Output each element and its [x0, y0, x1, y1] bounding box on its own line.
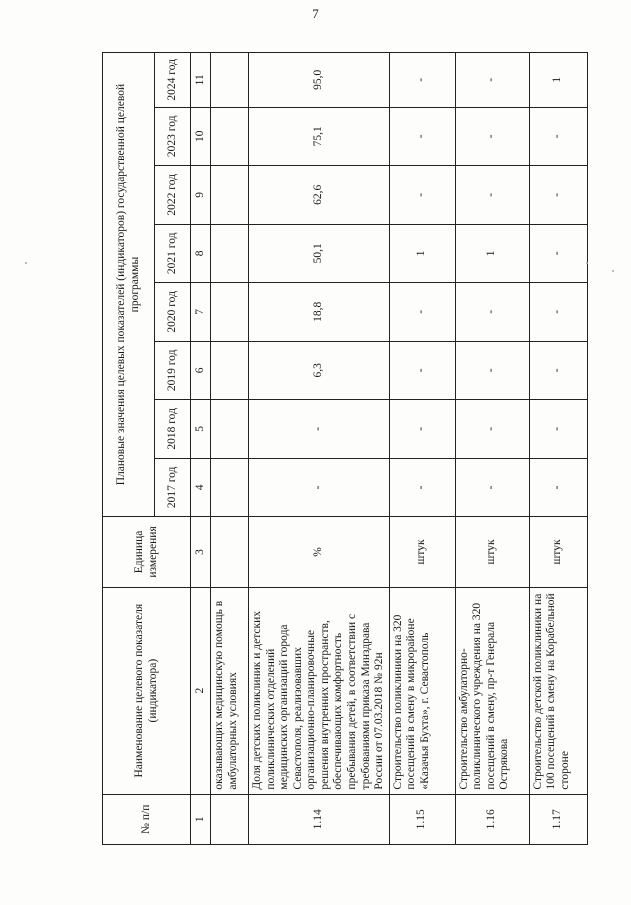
header-year: 2020 год: [155, 283, 191, 342]
indicator-name: Строительство поликлиники на 320 посещений в смену в микрорайоне «Казачья Бухта», г. Севастополь: [389, 587, 455, 794]
unit-cell: штук: [389, 517, 455, 588]
value-cell: [211, 400, 249, 459]
value-cell: -: [529, 341, 587, 400]
indicator-name: Строительство детской поликлиники на 100 посещений в смену на Корабельной стороне: [529, 587, 587, 794]
row-number: 1.15: [389, 794, 455, 844]
row-number: 1.16: [455, 794, 529, 844]
table-row: [389, 53, 455, 845]
header-unit: Единица измерения: [103, 517, 191, 588]
value-cell: 50,1: [249, 224, 390, 283]
value-cell: -: [455, 53, 529, 108]
indicator-name: Строительство амбулаторно-поликлинического учреждения на 320 посещений в смену, пр-т Генерала Острякова: [455, 587, 529, 794]
row-number: 1.17: [529, 794, 587, 844]
value-cell: -: [529, 458, 587, 517]
column-number: 9: [191, 166, 211, 225]
value-cell: -: [455, 283, 529, 342]
value-cell: -: [455, 458, 529, 517]
unit-cell: %: [249, 517, 390, 588]
column-number: 11: [191, 53, 211, 108]
scan-speck: [586, 262, 588, 264]
value-cell: 62,6: [249, 166, 390, 225]
value-cell: -: [529, 400, 587, 459]
value-cell: -: [389, 458, 455, 517]
value-cell: [211, 53, 249, 108]
column-number: 7: [191, 283, 211, 342]
column-number: 10: [191, 107, 211, 166]
value-cell: 75,1: [249, 107, 390, 166]
table-row: [455, 53, 529, 845]
header-year: 2017 год: [155, 458, 191, 517]
value-cell: -: [455, 107, 529, 166]
page-number: 7: [312, 6, 319, 21]
column-number: 2: [191, 587, 211, 794]
header-year: 2023 год: [155, 107, 191, 166]
value-cell: -: [529, 107, 587, 166]
value-cell: [211, 341, 249, 400]
value-cell: [211, 283, 249, 342]
header-year: 2022 год: [155, 166, 191, 225]
table-row: [249, 53, 390, 845]
header-year: 2018 год: [155, 400, 191, 459]
value-cell: -: [389, 341, 455, 400]
table-row: [529, 53, 587, 845]
scan-speck: [25, 262, 27, 264]
column-number: 4: [191, 458, 211, 517]
indicators-table: [102, 52, 588, 845]
value-cell: -: [455, 400, 529, 459]
column-number: 1: [191, 794, 211, 844]
header-name: Наименование целевого показателя (индикатора): [103, 587, 191, 794]
value-cell: -: [389, 283, 455, 342]
value-cell: 1: [389, 224, 455, 283]
value-cell: 6,3: [249, 341, 390, 400]
value-cell: -: [529, 283, 587, 342]
column-number: 6: [191, 341, 211, 400]
value-cell: -: [389, 400, 455, 459]
header-year: 2021 год: [155, 224, 191, 283]
table-row: [211, 53, 249, 845]
value-cell: [211, 224, 249, 283]
header-year: 2019 год: [155, 341, 191, 400]
column-number: 5: [191, 400, 211, 459]
value-cell: 18,8: [249, 283, 390, 342]
indicator-name: оказывающих медицинскую помощь в амбулаторных условиях: [211, 587, 249, 794]
column-number: 8: [191, 224, 211, 283]
value-cell: -: [389, 166, 455, 225]
header-plan: Плановые значения целевых показателей (индикаторов) государственной целевой программы: [103, 53, 155, 517]
value-cell: -: [455, 166, 529, 225]
value-cell: 95,0: [249, 53, 390, 108]
value-cell: -: [529, 166, 587, 225]
unit-cell: штук: [455, 517, 529, 588]
value-cell: -: [389, 53, 455, 108]
value-cell: 1: [529, 53, 587, 108]
row-number: 1.14: [249, 794, 390, 844]
indicator-name: Доля детских поликлиник и детских поликлинических отделений медицинских организаций города Севастополя, реализовавших организационно-планировочные решения внутренних пространств, обеспечивающих комфортность пребывания детей, в соответствии с требованиями приказа Минздрава России от 07.03.2018 № 92н: [249, 587, 390, 794]
unit-cell: [211, 517, 249, 588]
row-number: [211, 794, 249, 844]
value-cell: [211, 166, 249, 225]
value-cell: -: [389, 107, 455, 166]
value-cell: -: [249, 458, 390, 517]
header-no: № п/п: [103, 794, 191, 844]
rotated-table-container: [102, 52, 576, 845]
scan-speck: [612, 270, 614, 272]
header-year: 2024 год: [155, 53, 191, 108]
value-cell: -: [249, 400, 390, 459]
unit-cell: штук: [529, 517, 587, 588]
value-cell: [211, 458, 249, 517]
value-cell: -: [455, 341, 529, 400]
value-cell: -: [529, 224, 587, 283]
value-cell: [211, 107, 249, 166]
value-cell: 1: [455, 224, 529, 283]
column-number: 3: [191, 517, 211, 588]
